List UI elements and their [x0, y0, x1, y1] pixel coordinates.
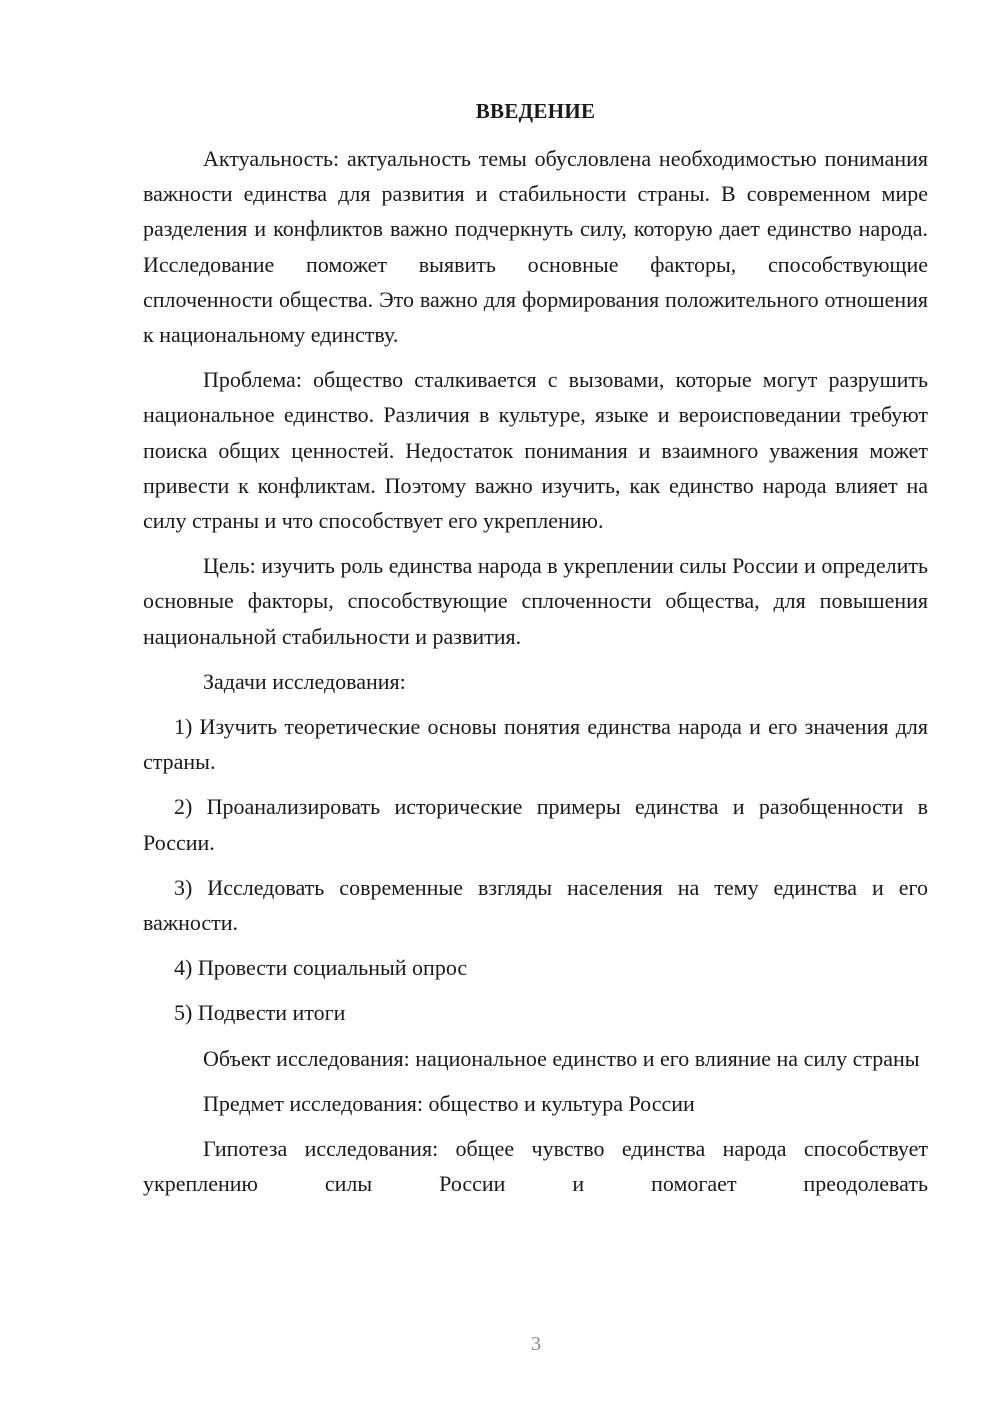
task-item-4: 4) Провести социальный опрос — [174, 955, 468, 981]
object-paragraph: Объект исследования: национальное единство и его влияние на силу страны — [203, 1045, 920, 1071]
problem-paragraph: Проблема: общество сталкивается с вызовами, которые могут разрушить национальное единство. Различия в культуре, языке и вероисповедании требуют поиска общих ценностей. Недостаток понимания и взаимного уважения может привести к конфликтам. Поэтому важно изучить, как единство народа влияет на силу страны и что способствует его укреплению. — [143, 367, 928, 534]
tasks-heading: Задачи исследования: — [203, 668, 406, 694]
task-item-2: 2) Проанализировать исторические примеры единства и разобщенности в России. — [143, 794, 928, 855]
task-item-3: 3) Исследовать современные взгляды населения на тему единства и его важности. — [143, 874, 928, 936]
task-item-1: 1) Изучить теоретические основы понятия единства народа и его значения для страны. — [143, 714, 928, 775]
page-number: 3 — [531, 1333, 541, 1355]
task-item-5: 5) Подвести итоги — [174, 1000, 346, 1026]
relevance-paragraph: Актуальность: актуальность темы обусловлена необходимостью понимания важности единства для развития и стабильности страны. В современном мире разделения и конфликтов важно подчеркнуть силу, которую дает единство народа. Исследование поможет выявить основные факторы, способствующие сплоченности общества. Это важно для формирования положительного отношения к национальному единству. — [143, 146, 928, 348]
subject-paragraph: Предмет исследования: общество и культура России — [203, 1090, 695, 1116]
hypothesis-paragraph: Гипотеза исследования: общее чувство единства народа способствует укреплению силы России и помогает преодолевать — [143, 1136, 928, 1197]
goal-paragraph: Цель: изучить роль единства народа в укреплении силы России и определить основные факторы, способствующие сплоченности общества, для повышения национальной стабильности и развития. — [143, 553, 928, 649]
section-title: ВВЕДЕНИЕ — [475, 99, 596, 123]
document-page — [143, 96, 928, 1211]
